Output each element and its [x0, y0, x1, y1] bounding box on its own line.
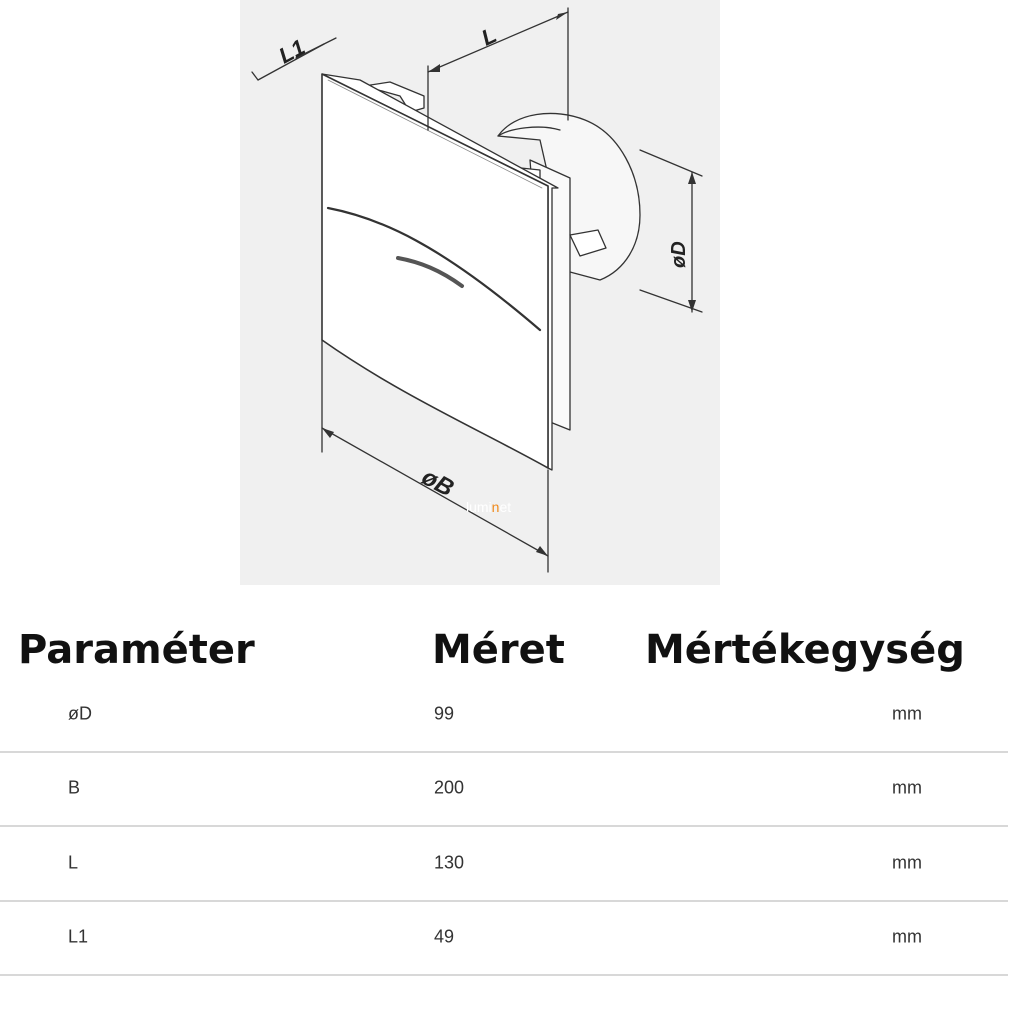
cell-meret: 130 [434, 852, 465, 873]
header-unit: Mértékegység [645, 627, 965, 673]
header-parameter: Paraméter [18, 627, 255, 673]
cell-unit: mm [892, 852, 922, 873]
label-ob: øB [417, 463, 459, 503]
product-dimension-drawing [240, 0, 720, 585]
cell-param: L [68, 852, 79, 873]
table-row [0, 677, 1008, 753]
table-row [0, 826, 1008, 902]
cell-meret: 49 [434, 926, 455, 947]
cell-unit: mm [892, 926, 922, 947]
label-l1: L1 [274, 34, 310, 69]
cell-param: L1 [68, 926, 89, 947]
cell-meret: 99 [434, 703, 455, 724]
cell-unit: mm [892, 777, 922, 798]
cell-unit: mm [892, 703, 922, 724]
cell-meret: 200 [434, 777, 465, 798]
cell-param: B [68, 777, 81, 798]
table-row [0, 751, 1008, 827]
fan-technical-drawing [240, 0, 720, 585]
watermark: luminet [466, 499, 512, 515]
header-meret: Méret [432, 627, 565, 673]
cell-param: øD [68, 703, 92, 724]
table-row [0, 900, 1008, 976]
label-od: øD [668, 241, 690, 268]
label-l: L [477, 22, 501, 51]
